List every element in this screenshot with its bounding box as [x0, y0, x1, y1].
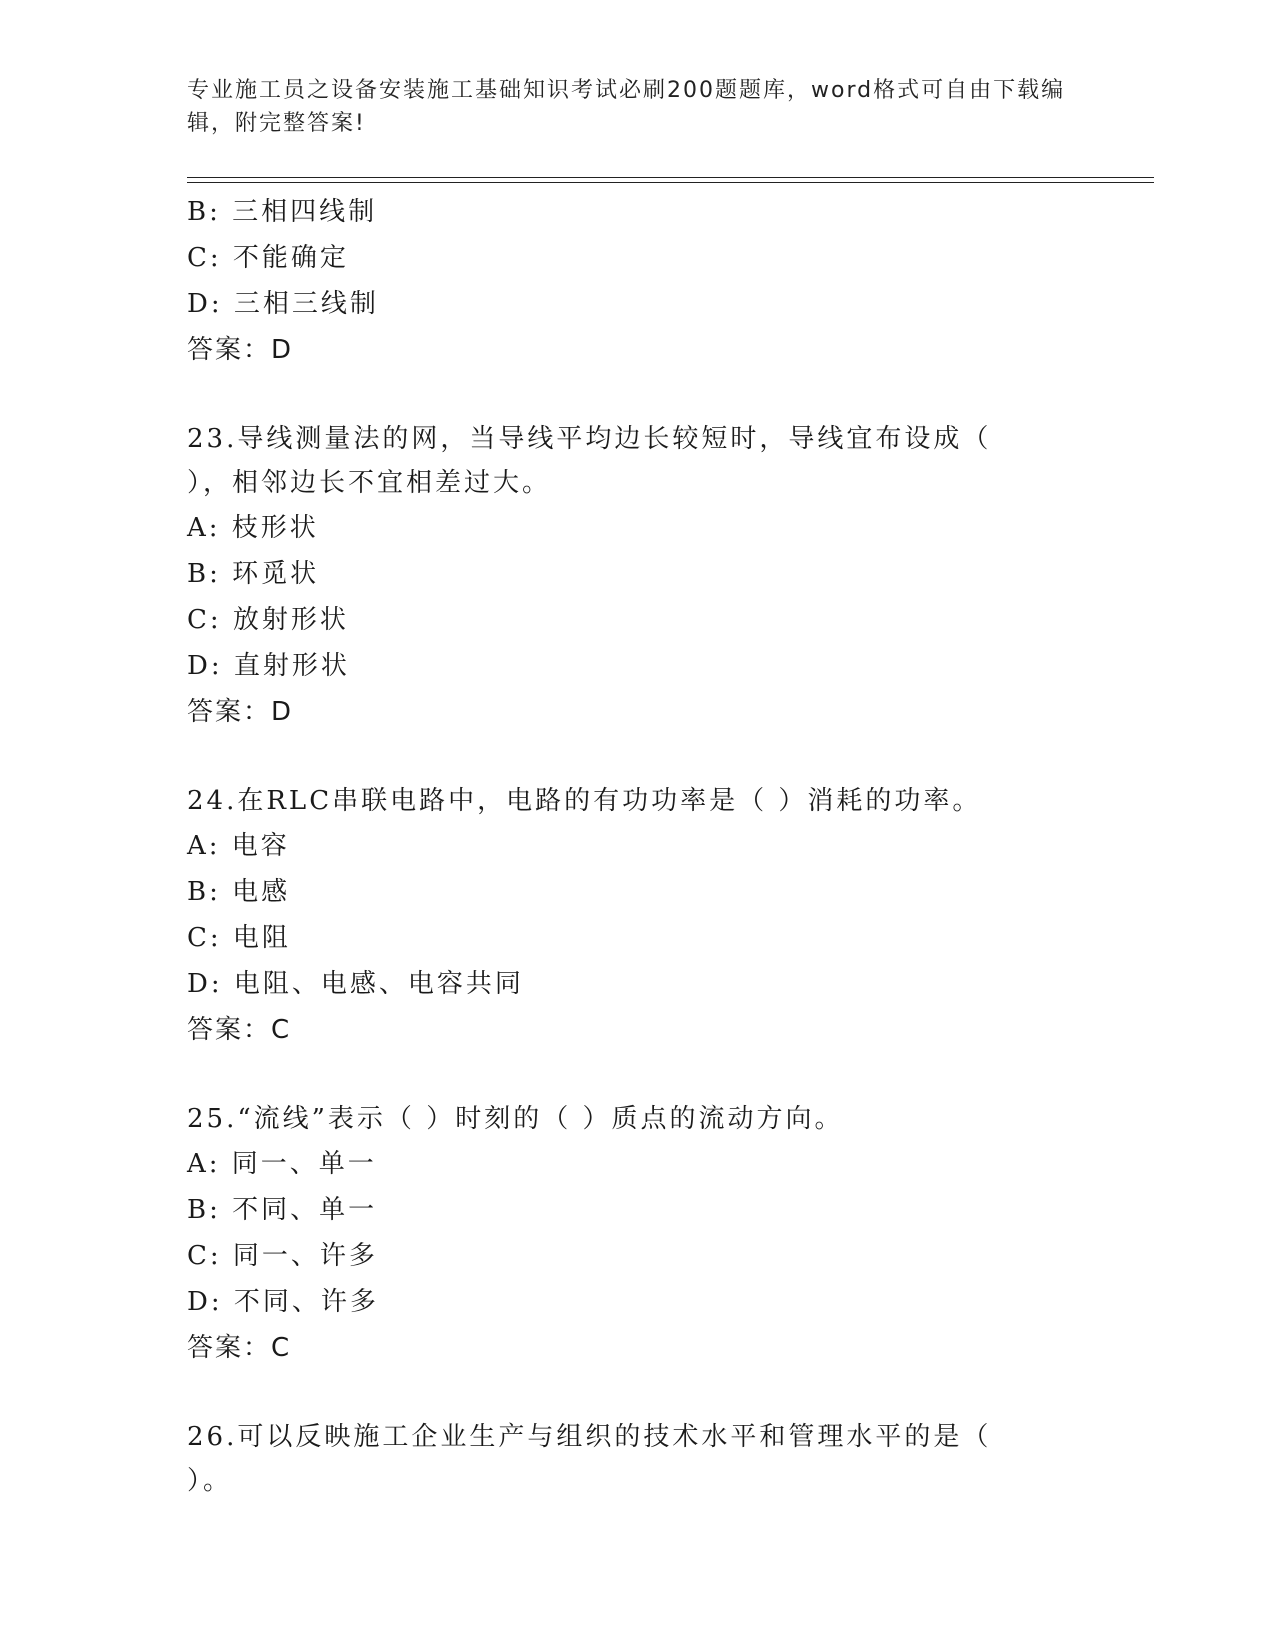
- question-24: 24.在RLC串联电路中，电路的有功功率是（ ）消耗的功率。: [187, 786, 982, 816]
- header-divider-top: [187, 177, 1154, 178]
- option-c: C: 同一、许多: [187, 1241, 378, 1271]
- option-c: C: 放射形状: [187, 605, 349, 635]
- option-a: A: 电容: [187, 831, 290, 861]
- option-d: D: 不同、许多: [187, 1287, 379, 1317]
- option-d: D: 电阻、电感、电容共同: [187, 969, 524, 999]
- question-content: [187, 189, 1087, 1503]
- option-d: D: 直射形状: [187, 651, 350, 681]
- answer: 答案：C: [187, 1015, 292, 1045]
- option-a: A: 枝形状: [187, 513, 319, 543]
- option-d: D: 三相三线制: [187, 289, 379, 319]
- option-b: B: 不同、单一: [187, 1195, 378, 1225]
- question-23: 23.导线测量法的网，当导线平均边长较短时，导线宜布设成（ ），相邻边长不宜相差过大。: [187, 424, 992, 498]
- header-divider-bottom: [187, 182, 1154, 183]
- option-a: A: 同一、单一: [187, 1149, 377, 1179]
- answer: 答案：D: [187, 697, 294, 727]
- answer: 答案：C: [187, 1333, 292, 1363]
- option-c: C: 电阻: [187, 923, 291, 953]
- option-b: B: 三相四线制: [187, 197, 378, 227]
- answer: 答案：D: [187, 335, 294, 365]
- option-b: B: 环觅状: [187, 559, 320, 589]
- document-header: 专业施工员之设备安装施工基础知识考试必刷200题题库，word格式可自由下载编辑，附完整答案!: [187, 78, 1066, 136]
- option-b: B: 电感: [187, 877, 291, 907]
- question-26: 26.可以反映施工企业生产与组织的技术水平和管理水平的是（ ）。: [187, 1422, 992, 1496]
- question-25: 25.“流线”表示（ ）时刻的（ ）质点的流动方向。: [187, 1104, 844, 1134]
- option-c: C: 不能确定: [187, 243, 349, 273]
